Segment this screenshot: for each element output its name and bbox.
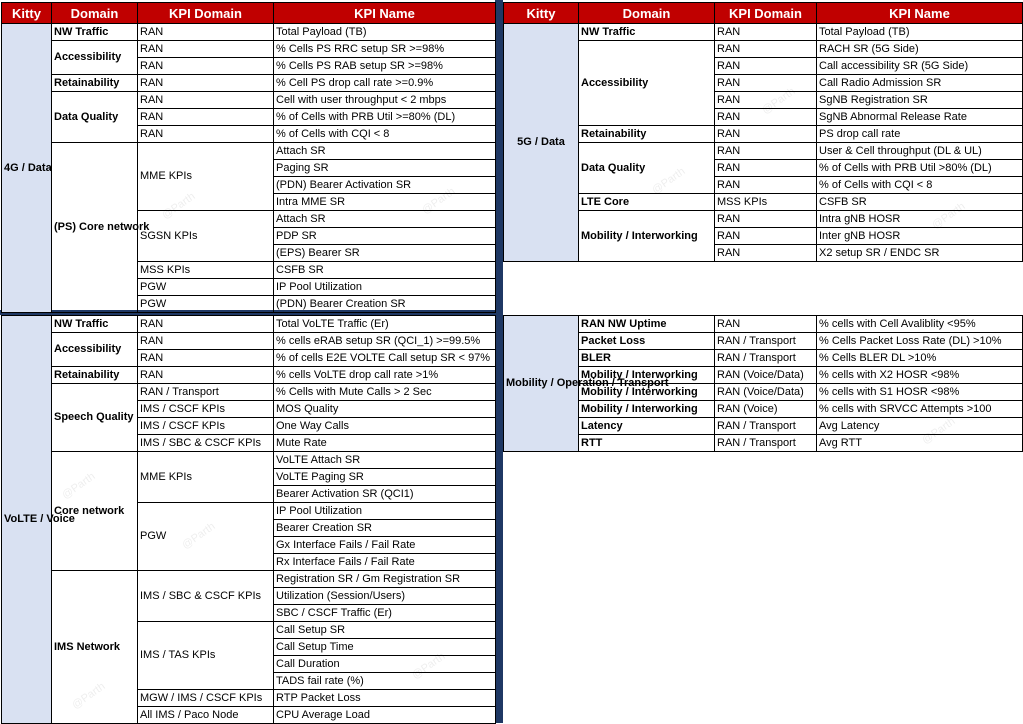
kpi-name-cell: % Cells BLER DL >10% <box>817 350 1023 367</box>
kpi-domain-cell: RAN <box>138 333 274 350</box>
kpi-name-cell: % of cells E2E VOLTE Call setup SR < 97% <box>274 350 496 367</box>
kpi-domain-cell: MSS KPIs <box>715 194 817 211</box>
kpi-name-cell: % cells with X2 HOSR <98% <box>817 367 1023 384</box>
domain-cell: Mobility / Interworking <box>579 211 715 262</box>
kitty-cell: Mobility / Operation / Transport <box>504 316 579 452</box>
kpi-name-cell: % cells with SRVCC Attempts >100 <box>817 401 1023 418</box>
domain-cell: Latency <box>579 418 715 435</box>
kpi-name-cell: Rx Interface Fails / Fail Rate <box>274 554 496 571</box>
kpi-name-cell: CPU Average Load <box>274 707 496 724</box>
kpi-name-cell: (PDN) Bearer Activation SR <box>274 177 496 194</box>
domain-cell: BLER <box>579 350 715 367</box>
table-row <box>2 384 496 401</box>
kpi-name-cell: TADS fail rate (%) <box>274 673 496 690</box>
domain-cell: Core network <box>52 452 138 571</box>
kpi-domain-cell: RAN <box>715 177 817 194</box>
kpi-name-cell: Attach SR <box>274 143 496 160</box>
kpi-domain-cell: RAN (Voice) <box>715 401 817 418</box>
kitty-cell: VoLTE / Voice <box>2 316 52 724</box>
kpi-name-cell: IP Pool Utilization <box>274 503 496 520</box>
kpi-name-cell: VoLTE Attach SR <box>274 452 496 469</box>
kpi-name-cell: IP Pool Utilization <box>274 279 496 296</box>
kpi-domain-cell: RAN <box>715 211 817 228</box>
domain-cell: Packet Loss <box>579 333 715 350</box>
watermark-text: @Parth <box>759 85 798 117</box>
watermark-text: @Parth <box>929 200 968 232</box>
kpi-name-cell: Total VoLTE Traffic (Er) <box>274 316 496 333</box>
domain-cell: LTE Core <box>579 194 715 211</box>
kpi-name-cell: RTP Packet Loss <box>274 690 496 707</box>
kpi-domain-cell: RAN <box>138 75 274 92</box>
kpi-name-cell: % of Cells with CQI < 8 <box>274 126 496 143</box>
header-kitty: Kitty <box>2 3 52 24</box>
table-row <box>2 24 496 41</box>
table-row <box>2 367 496 384</box>
kpi-domain-cell: RAN / Transport <box>715 435 817 452</box>
header-kpi-domain: KPI Domain <box>715 3 817 24</box>
kpi-name-cell: Call Radio Admission SR <box>817 75 1023 92</box>
kpi-domain-cell: RAN <box>138 367 274 384</box>
kpi-domain-cell: IMS / SBC & CSCF KPIs <box>138 435 274 452</box>
kpi-name-cell: MOS Quality <box>274 401 496 418</box>
kpi-domain-cell: RAN <box>715 143 817 160</box>
table-row <box>2 75 496 92</box>
watermark-text: @Parth <box>919 415 958 447</box>
kpi-domain-cell: RAN <box>138 92 274 109</box>
kpi-domain-cell: RAN <box>138 316 274 333</box>
kpi-domain-cell: IMS / SBC & CSCF KPIs <box>138 571 274 622</box>
domain-cell: Mobility / Interworking <box>579 367 715 384</box>
kpi-domain-cell: RAN <box>138 24 274 41</box>
domain-cell: NW Traffic <box>52 24 138 41</box>
kpi-domain-cell: PGW <box>138 279 274 296</box>
domain-cell: Mobility / Interworking <box>579 384 715 401</box>
kitty-cell: 5G / Data <box>504 24 579 262</box>
kpi-domain-cell: RAN / Transport <box>138 384 274 401</box>
domain-cell: Accessibility <box>52 333 138 367</box>
kpi-domain-cell: RAN / Transport <box>715 350 817 367</box>
domain-cell: RTT <box>579 435 715 452</box>
kpi-domain-cell: RAN <box>715 316 817 333</box>
kpi-name-cell: Call accessibility SR (5G Side) <box>817 58 1023 75</box>
domain-cell: Mobility / Interworking <box>579 401 715 418</box>
kpi-domain-cell: RAN <box>138 350 274 367</box>
table-row <box>504 384 1023 401</box>
kpi-name-cell: % cells eRAB setup SR (QCI_1) >=99.5% <box>274 333 496 350</box>
watermark-text: @Parth <box>59 470 98 502</box>
kpi-name-cell: Bearer Activation SR (QCI1) <box>274 486 496 503</box>
header-kitty: Kitty <box>504 3 579 24</box>
watermark-text: @Parth <box>419 185 458 217</box>
kpi-domain-cell: RAN <box>715 58 817 75</box>
kpi-name-cell: RACH SR (5G Side) <box>817 41 1023 58</box>
kpi-name-cell: User & Cell throughput (DL & UL) <box>817 143 1023 160</box>
kpi-name-cell: SgNB Abnormal Release Rate <box>817 109 1023 126</box>
domain-cell: Speech Quality <box>52 384 138 452</box>
table-row <box>504 194 1023 211</box>
kpi-name-cell: One Way Calls <box>274 418 496 435</box>
header-domain: Domain <box>579 3 715 24</box>
kpi-name-cell: % cells with Cell Avaliblity <95% <box>817 316 1023 333</box>
table-row <box>504 316 1023 333</box>
kpi-domain-cell: All IMS / Paco Node <box>138 707 274 724</box>
header-kpi-domain: KPI Domain <box>138 3 274 24</box>
table-row <box>504 126 1023 143</box>
kitty-cell: 4G / Data <box>2 24 52 313</box>
kpi-name-cell: CSFB SR <box>274 262 496 279</box>
table-row <box>504 333 1023 350</box>
table-row <box>2 41 496 58</box>
watermark-text: @Parth <box>649 165 688 197</box>
kpi-domain-cell: MME KPIs <box>138 452 274 503</box>
kpi-name-cell: Utilization (Session/Users) <box>274 588 496 605</box>
header-kpi-name: KPI Name <box>274 3 496 24</box>
kpi-domain-cell: RAN <box>715 245 817 262</box>
table-row <box>504 350 1023 367</box>
table-row <box>2 571 496 588</box>
kpi-name-cell: Mute Rate <box>274 435 496 452</box>
table-row <box>504 435 1023 452</box>
kpi-domain-cell: RAN (Voice/Data) <box>715 384 817 401</box>
kpi-name-cell: % of Cells with CQI < 8 <box>817 177 1023 194</box>
table-4g-data <box>1 2 496 313</box>
kpi-name-cell: Registration SR / Gm Registration SR <box>274 571 496 588</box>
kpi-name-cell: PDP SR <box>274 228 496 245</box>
kpi-domain-cell: RAN <box>715 92 817 109</box>
kpi-name-cell: Bearer Creation SR <box>274 520 496 537</box>
kpi-name-cell: % cells with S1 HOSR <98% <box>817 384 1023 401</box>
domain-cell: RAN NW Uptime <box>579 316 715 333</box>
kpi-domain-cell: IMS / CSCF KPIs <box>138 401 274 418</box>
kpi-name-cell: % Cell PS drop call rate >=0.9% <box>274 75 496 92</box>
kpi-name-cell: PS drop call rate <box>817 126 1023 143</box>
domain-cell: Accessibility <box>579 41 715 126</box>
domain-cell: Data Quality <box>52 92 138 143</box>
kpi-name-cell: Call Setup SR <box>274 622 496 639</box>
vertical-divider <box>495 0 503 723</box>
kpi-domain-cell: RAN <box>715 228 817 245</box>
domain-cell: NW Traffic <box>52 316 138 333</box>
domain-cell: Retainability <box>52 75 138 92</box>
table-row <box>2 92 496 109</box>
watermark-text: @Parth <box>179 520 218 552</box>
kpi-domain-cell: PGW <box>138 296 274 313</box>
table-row <box>2 143 496 160</box>
domain-cell: NW Traffic <box>579 24 715 41</box>
kpi-domain-cell: RAN <box>715 126 817 143</box>
kpi-domain-cell: IMS / CSCF KPIs <box>138 418 274 435</box>
kpi-name-cell: Intra gNB HOSR <box>817 211 1023 228</box>
kpi-domain-cell: SGSN KPIs <box>138 211 274 262</box>
kpi-domain-cell: RAN <box>715 41 817 58</box>
domain-cell: Retainability <box>579 126 715 143</box>
kpi-name-cell: VoLTE Paging SR <box>274 469 496 486</box>
table-row <box>2 316 496 333</box>
kpi-name-cell: Gx Interface Fails / Fail Rate <box>274 537 496 554</box>
table-row <box>504 143 1023 160</box>
kpi-name-cell: % cells VoLTE drop call rate >1% <box>274 367 496 384</box>
kpi-domain-cell: PGW <box>138 503 274 571</box>
table-row <box>2 452 496 469</box>
watermark-text: @Parth <box>69 680 108 712</box>
kpi-name-cell: (EPS) Bearer SR <box>274 245 496 262</box>
domain-cell: Data Quality <box>579 143 715 194</box>
kpi-name-cell: Total Payload (TB) <box>274 24 496 41</box>
table-row <box>2 333 496 350</box>
kpi-name-cell: SgNB Registration SR <box>817 92 1023 109</box>
kpi-domain-cell: RAN <box>715 24 817 41</box>
kpi-domain-cell: RAN / Transport <box>715 333 817 350</box>
kpi-name-cell: X2 setup SR / ENDC SR <box>817 245 1023 262</box>
kpi-name-cell: Intra MME SR <box>274 194 496 211</box>
kpi-domain-cell: RAN <box>138 109 274 126</box>
kpi-domain-cell: RAN <box>715 75 817 92</box>
header-row <box>2 3 496 24</box>
table-row <box>504 24 1023 41</box>
header-kpi-name: KPI Name <box>817 3 1023 24</box>
watermark-text: @Parth <box>159 190 198 222</box>
kpi-name-cell: Inter gNB HOSR <box>817 228 1023 245</box>
header-row <box>504 3 1023 24</box>
kpi-name-cell: % Cells Packet Loss Rate (DL) >10% <box>817 333 1023 350</box>
kpi-name-cell: % of Cells with PRB Util >=80% (DL) <box>274 109 496 126</box>
table-row <box>504 401 1023 418</box>
table-row <box>504 367 1023 384</box>
kpi-name-cell: SBC / CSCF Traffic (Er) <box>274 605 496 622</box>
kpi-domain-cell: RAN (Voice/Data) <box>715 367 817 384</box>
header-domain: Domain <box>52 3 138 24</box>
kpi-domain-cell: RAN <box>138 41 274 58</box>
kpi-name-cell: Call Setup Time <box>274 639 496 656</box>
table-row <box>504 41 1023 58</box>
kpi-domain-cell: RAN <box>138 58 274 75</box>
kpi-name-cell: % Cells with Mute Calls > 2 Sec <box>274 384 496 401</box>
domain-cell: IMS Network <box>52 571 138 724</box>
kpi-name-cell: (PDN) Bearer Creation SR <box>274 296 496 313</box>
kpi-domain-cell: IMS / TAS KPIs <box>138 622 274 690</box>
kpi-name-cell: % Cells PS RAB setup SR >=98% <box>274 58 496 75</box>
kpi-domain-cell: RAN <box>715 160 817 177</box>
kpi-domain-cell: MGW / IMS / CSCF KPIs <box>138 690 274 707</box>
kpi-name-cell: % of Cells with PRB Util >80% (DL) <box>817 160 1023 177</box>
domain-cell: (PS) Core network <box>52 143 138 313</box>
kpi-name-cell: Cell with user throughput < 2 mbps <box>274 92 496 109</box>
domain-cell: Accessibility <box>52 41 138 75</box>
kpi-name-cell: Paging SR <box>274 160 496 177</box>
kpi-name-cell: Total Payload (TB) <box>817 24 1023 41</box>
kpi-name-cell: Avg Latency <box>817 418 1023 435</box>
kpi-name-cell: CSFB SR <box>817 194 1023 211</box>
kpi-domain-cell: MME KPIs <box>138 143 274 211</box>
kpi-domain-cell: MSS KPIs <box>138 262 274 279</box>
kpi-domain-cell: RAN <box>138 126 274 143</box>
kpi-domain-cell: RAN / Transport <box>715 418 817 435</box>
kpi-name-cell: Attach SR <box>274 211 496 228</box>
kpi-name-cell: Avg RTT <box>817 435 1023 452</box>
kpi-name-cell: Call Duration <box>274 656 496 673</box>
domain-cell: Retainability <box>52 367 138 384</box>
kpi-domain-cell: RAN <box>715 109 817 126</box>
kpi-name-cell: % Cells PS RRC setup SR >=98% <box>274 41 496 58</box>
watermark-text: @Parth <box>409 650 448 682</box>
